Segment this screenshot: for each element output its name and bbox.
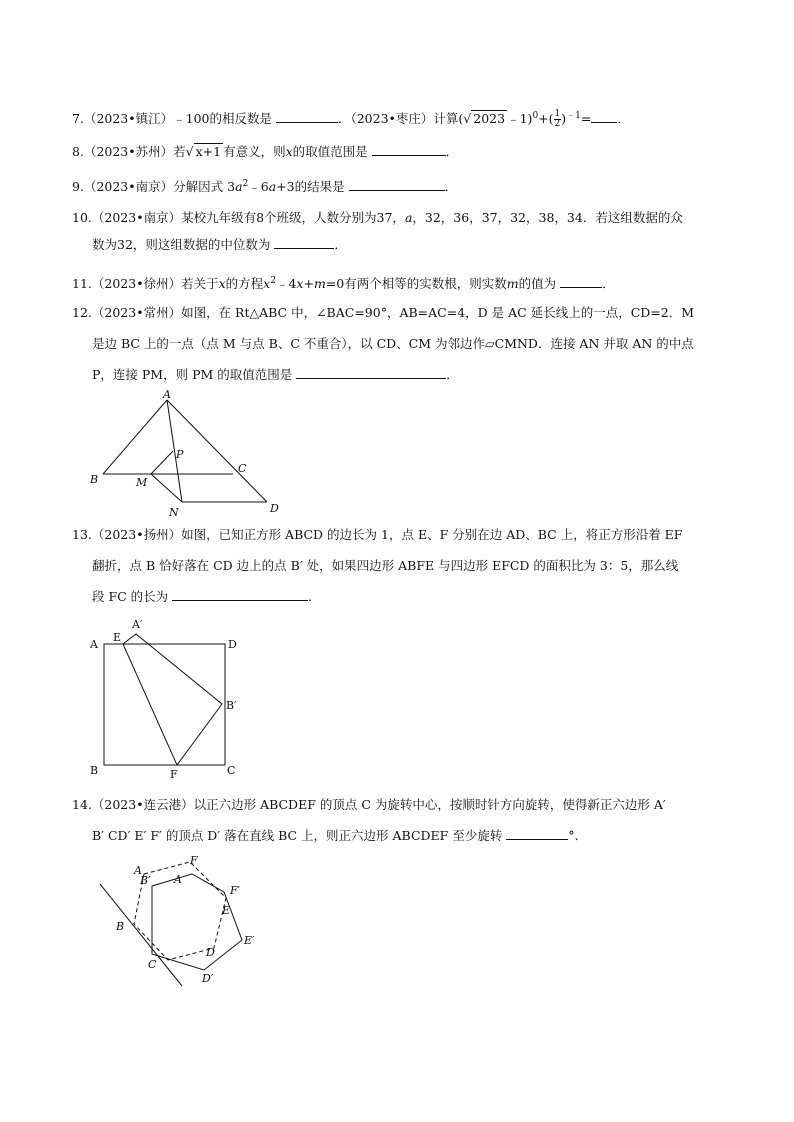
segment-ab <box>103 400 167 474</box>
label-e: E <box>222 904 231 917</box>
question-source: （2023•苏州） <box>83 144 174 159</box>
punct: ． <box>308 589 321 604</box>
label-f: F <box>170 768 178 781</box>
variable: x <box>263 276 271 292</box>
variable: x <box>218 276 226 292</box>
line-bc <box>100 884 182 986</box>
question-text: P，连接 PM，则 PM 的取值范围是 <box>92 367 293 382</box>
punct: ． <box>602 276 615 292</box>
answer-blank[interactable] <box>560 275 602 288</box>
figure-12 <box>85 388 285 520</box>
label-b-prime: B′ <box>226 699 237 712</box>
label-f-prime: F′ <box>230 884 241 897</box>
question-text: 如图，在 Rt△ABC 中，∠BAC=90°，AB=AC=4，D 是 AC 延长线上的一点，CD=2．M <box>181 305 695 320</box>
question-12 <box>72 302 732 385</box>
answer-blank[interactable] <box>349 178 445 191</box>
folded-quadrilateral <box>123 634 222 765</box>
punct: ． <box>444 179 458 195</box>
hexagon-rotated <box>152 874 242 970</box>
question-text: ﹣100的相反数是 <box>173 111 272 127</box>
question-text: = <box>580 111 592 127</box>
question-number: 10. <box>72 210 92 225</box>
answer-blank[interactable] <box>372 143 446 156</box>
question-number: 8. <box>72 144 84 159</box>
question-text: B′ CD′ E′ F′ 的顶点 D′ 落在直线 BC 上，则正六边形 ABCDEF 至少旋转 <box>92 828 503 843</box>
question-text: 分解因式 3 <box>173 179 236 195</box>
exponent: 0 <box>532 111 539 121</box>
question-source: （2023•枣庄） <box>350 111 434 127</box>
question-text: 的取值范围是 <box>292 144 368 159</box>
answer-blank[interactable] <box>296 366 446 379</box>
punct: ． <box>337 111 351 127</box>
question-number: 11. <box>72 276 92 292</box>
question-text: =0有两个相等的实数根，则实数 <box>325 276 507 292</box>
answer-blank[interactable] <box>172 588 308 601</box>
question-text: 有意义，则 <box>223 144 286 159</box>
question-text: 数为32，则这组数据的中位数为 <box>92 237 271 252</box>
exponent: 2 <box>270 276 276 286</box>
question-source: （2023•扬州） <box>91 527 182 542</box>
question-number: 13. <box>72 527 92 542</box>
segment-mn <box>151 474 182 502</box>
sqrt-content: x+1 <box>195 144 222 159</box>
punct: ． <box>445 144 459 159</box>
punct: ． <box>617 111 630 127</box>
figure-14 <box>92 852 268 988</box>
question-text: 段 FC 的长为 <box>92 589 169 604</box>
question-text: 的值为 <box>518 276 557 292</box>
variable: a <box>268 179 277 195</box>
answer-blank[interactable] <box>506 827 568 840</box>
label-f: F <box>190 854 198 867</box>
question-text: 是边 BC 上的一点（点 M 与点 B、C 不重合），以 CD、CM 为邻边作▱CMND．连接 AN 并取 AN 的中点 <box>92 336 694 351</box>
label-a: A <box>134 864 142 877</box>
label-n: N <box>169 506 179 519</box>
question-number: 14. <box>72 797 92 812</box>
question-text: 如图，已知正方形 ABCD 的边长为 1，点 E、F 分别在边 AD、BC 上，将正方形沿着 EF <box>181 527 683 542</box>
label-a: A <box>90 638 98 651</box>
punct: ． <box>446 367 459 382</box>
question-text: 若关于 <box>181 276 219 292</box>
label-b: B <box>90 473 99 486</box>
question-7: 7.（2023•镇江）﹣100的相反数是 ．（2023•枣庄）计算(√ 2023 ﹣1)$^0$+( $\frac{1}{2}$ )$^{﹣1}$= ． <box>72 109 630 130</box>
label-d: D <box>206 946 215 959</box>
label-a-rot: A <box>174 873 182 886</box>
label-e: E <box>113 631 122 644</box>
question-source: （2023•镇江） <box>83 111 174 127</box>
fraction-denominator: 2 <box>554 119 561 130</box>
question-number: 12. <box>72 305 92 320</box>
question-source: （2023•常州） <box>91 305 182 320</box>
answer-blank[interactable] <box>591 110 617 123</box>
question-number: 7. <box>72 111 84 127</box>
question-text: 翻折，点 B 恰好落在 CD 边上的点 B′ 处，如果四边形 ABFE 与四边形 EFCD 的面积比为 3：5，那么线 <box>92 558 679 573</box>
question-text: ，32，36，37，32，38，34．若这组数据的众 <box>412 210 683 225</box>
question-13 <box>72 524 732 607</box>
question-10 <box>72 207 732 255</box>
question-text: ﹣6 <box>248 179 269 195</box>
question-8: 8.（2023•苏州）若√ x+1 有意义，则x的取值范围是 ． <box>72 144 459 159</box>
label-a: A <box>163 388 171 401</box>
variable: x <box>296 276 304 292</box>
variable: x <box>285 144 293 159</box>
label-p: P <box>176 448 184 461</box>
question-text: 若 <box>173 144 186 159</box>
label-d: D <box>270 502 279 515</box>
label-d-prime: D′ <box>202 972 214 985</box>
label-b-prime: B′ <box>140 874 151 887</box>
question-number: 9. <box>72 179 84 195</box>
question-text: + <box>303 276 314 292</box>
fraction-numerator: 1 <box>554 109 561 120</box>
square-abcd <box>104 644 225 765</box>
sqrt-content: 2023 <box>473 111 506 127</box>
variable: m <box>313 276 326 292</box>
segment-pm <box>151 451 173 474</box>
question-text: ﹣1) <box>507 111 533 127</box>
question-11 <box>72 271 732 292</box>
question-text: 某校九年级有8个班级，人数分别为37， <box>181 210 405 225</box>
question-source: （2023•南京） <box>91 210 182 225</box>
variable: a <box>404 210 413 225</box>
exponent: ﹣1 <box>566 111 581 121</box>
question-text: 以正六边形 ABCDEF 的顶点 C 为旋转中心，按顺时针方向旋转，使得新正六边形 A′ <box>193 797 666 812</box>
question-9 <box>72 174 732 195</box>
label-a-prime: A′ <box>132 618 143 631</box>
answer-blank[interactable] <box>274 236 334 249</box>
label-m: M <box>136 476 148 489</box>
answer-blank[interactable] <box>276 110 338 123</box>
question-text: +( <box>538 111 554 127</box>
variable: m <box>506 276 519 292</box>
question-source: （2023•南京） <box>83 179 174 195</box>
question-text: 的方程 <box>225 276 264 292</box>
label-b: B <box>90 764 99 777</box>
question-14 <box>72 794 732 846</box>
label-b: B <box>116 920 125 933</box>
question-source: （2023•徐州） <box>91 276 182 292</box>
figure-13 <box>86 612 252 784</box>
punct: ． <box>334 237 347 252</box>
question-source: （2023•连云港） <box>91 797 194 812</box>
punct: °． <box>568 828 588 843</box>
question-text: 计算( <box>433 111 464 127</box>
variable: a <box>235 179 243 195</box>
label-c: C <box>238 462 247 475</box>
exponent: 2 <box>242 179 249 189</box>
question-text: +3的结果是 <box>276 179 345 195</box>
label-c: C <box>148 958 157 971</box>
question-text: ) <box>561 111 567 127</box>
label-d: D <box>228 638 237 651</box>
label-e-prime: E′ <box>244 934 255 947</box>
label-c: C <box>227 764 236 777</box>
question-text: ﹣4 <box>275 276 297 292</box>
